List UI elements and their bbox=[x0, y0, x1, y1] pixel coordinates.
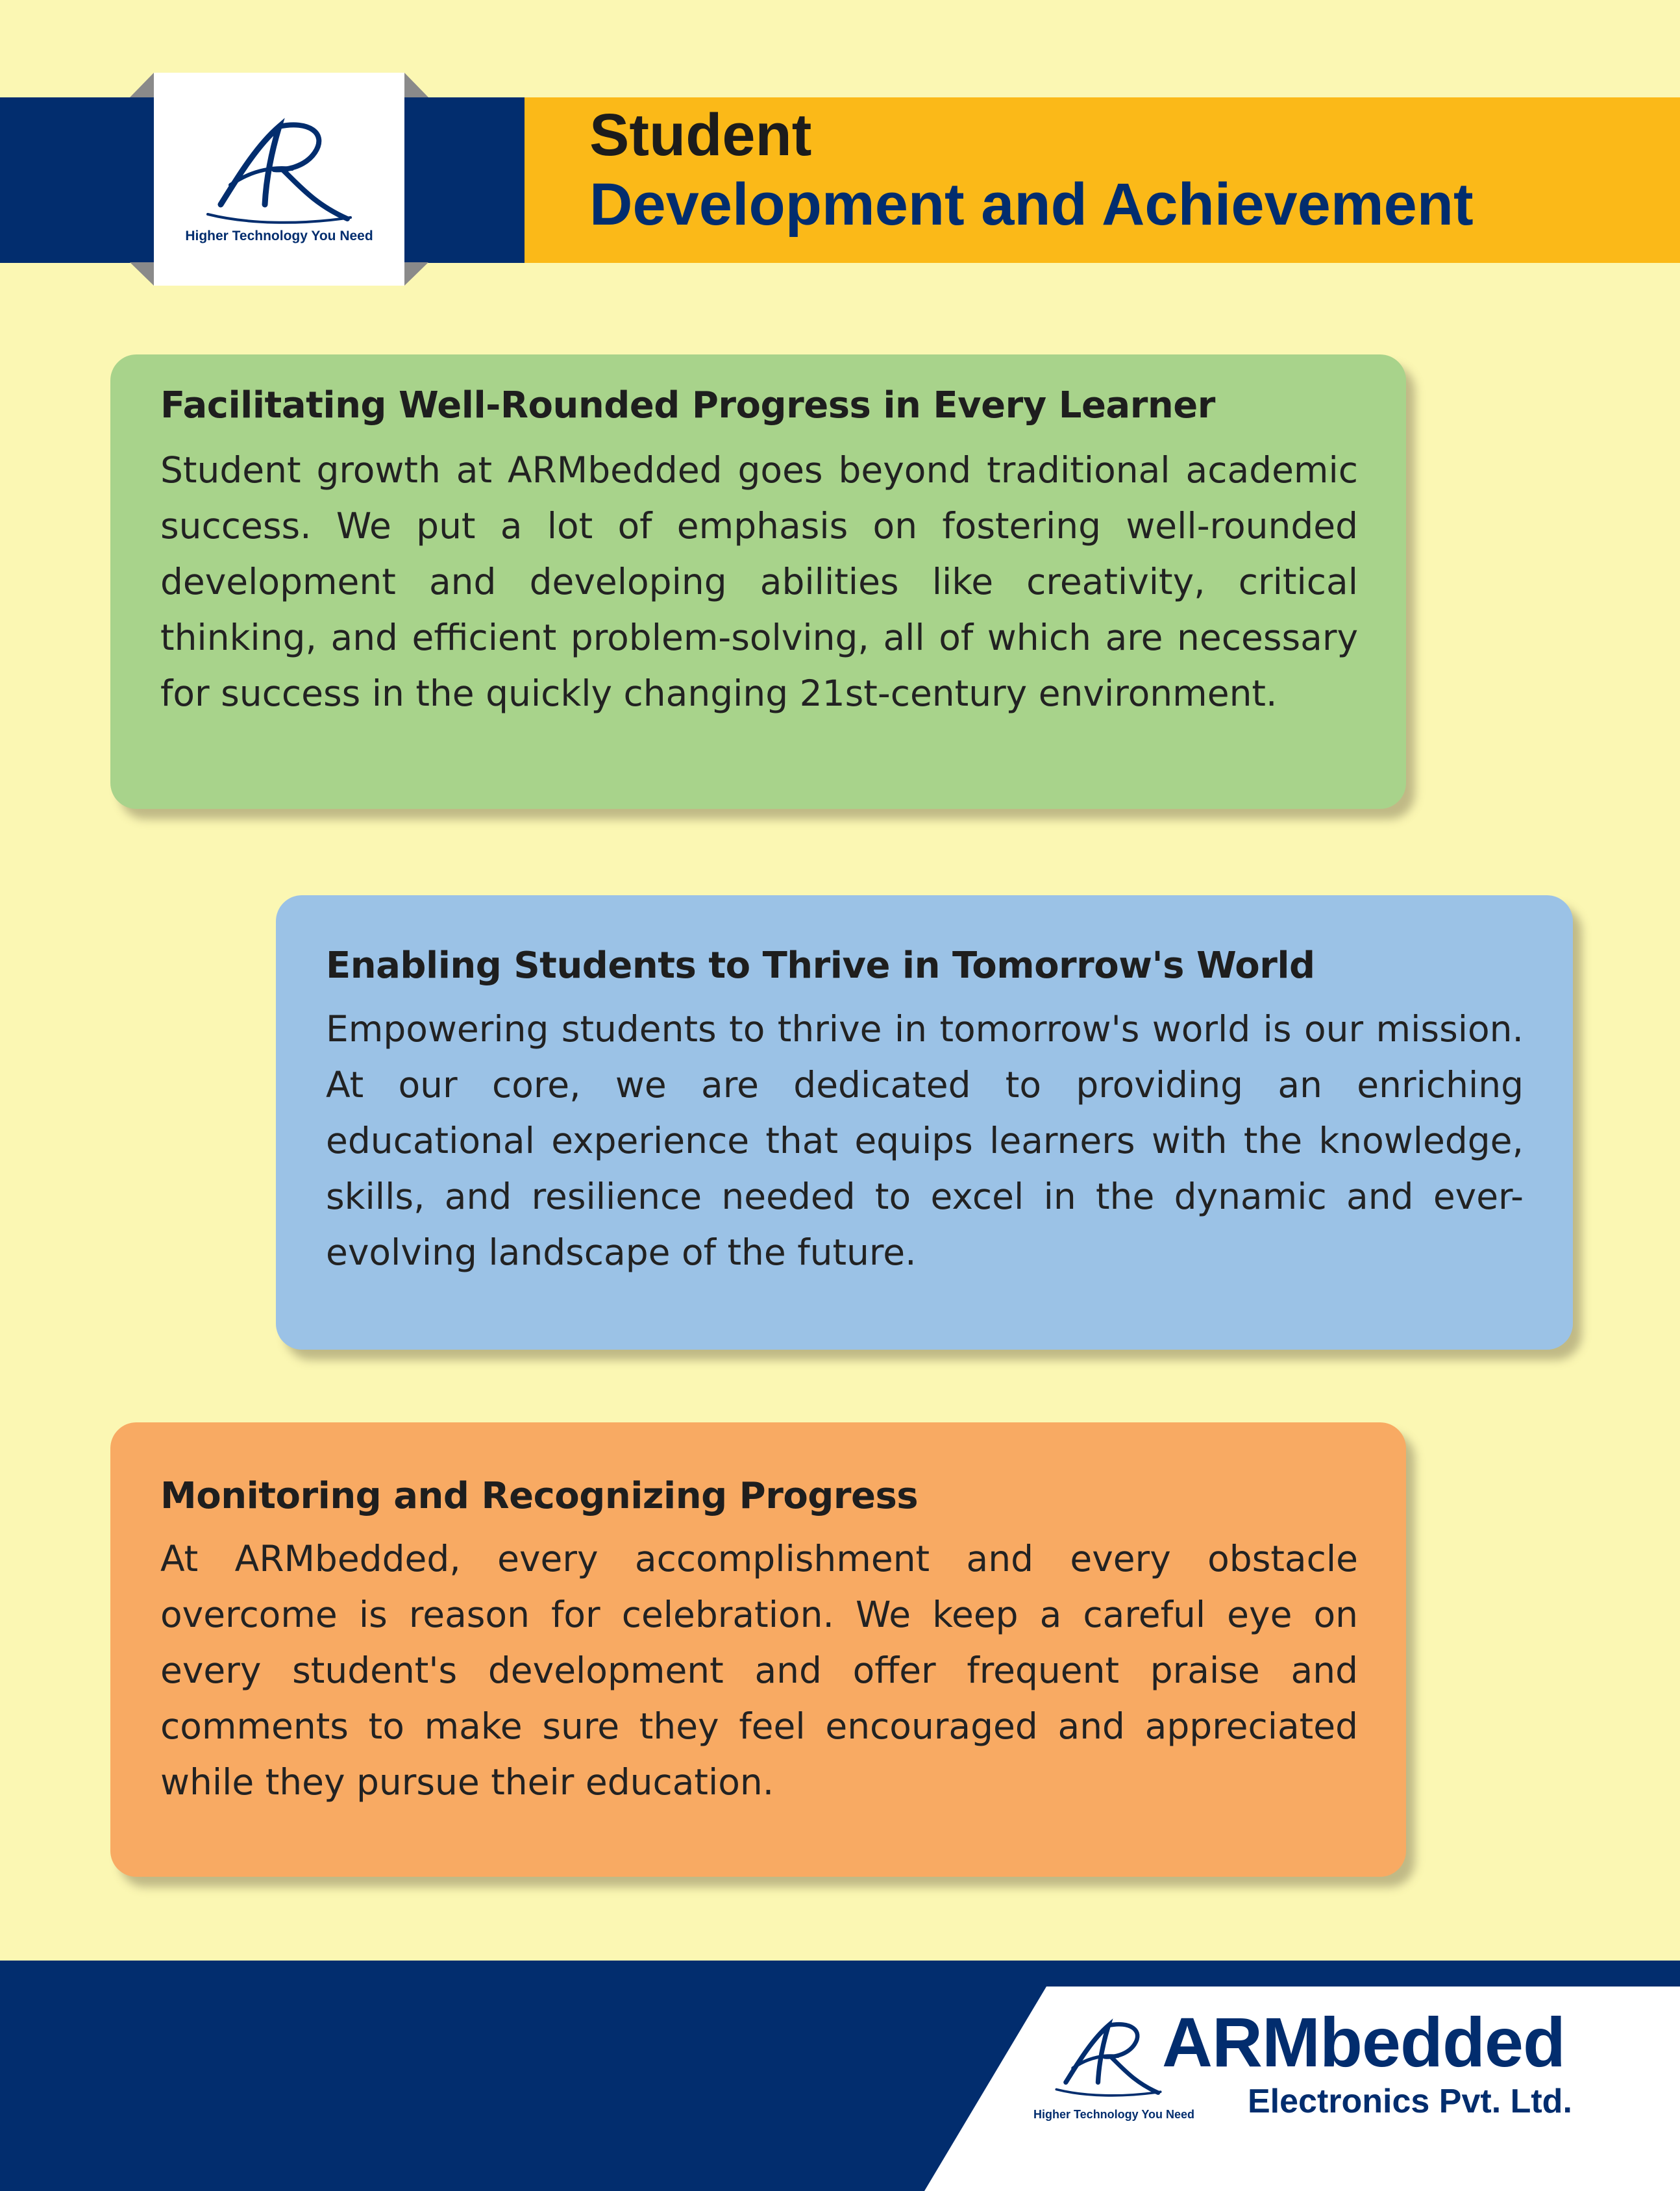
page-title-line1: Student bbox=[589, 102, 812, 168]
section-body: At ARMbedded, every accomplishment and every obstacle overcome is reason for celebration. We keep a careful eye on every student's development and offer frequent praise and comments to make sure they feel encouraged and appreciated while they pursue their education. bbox=[160, 1538, 1358, 1803]
footer-brand-name: ARMbedded bbox=[1162, 2003, 1565, 2081]
page-title-line2: Development and Achievement bbox=[589, 171, 1474, 238]
ar-monogram-logo-icon bbox=[201, 107, 357, 230]
logo-tagline: Higher Technology You Need bbox=[185, 229, 373, 243]
section-title: Enabling Students to Thrive in Tomorrow's World bbox=[326, 945, 1315, 987]
section-title: Monitoring and Recognizing Progress bbox=[160, 1475, 919, 1517]
section-title: Facilitating Well-Rounded Progress in Every Learner bbox=[160, 384, 1215, 427]
footer-tagline: Higher Technology You Need bbox=[1033, 2108, 1195, 2121]
ar-monogram-footer-icon bbox=[1052, 2006, 1165, 2107]
section-body: Empowering students to thrive in tomorrow's world is our mission. At our core, we are dedicated to providing an enriching educational experience that equips learners with the knowledge, skills, and resilience needed to excel in the dynamic and ever-evolving landscape of the future. bbox=[326, 1008, 1524, 1273]
footer-company-subtitle: Electronics Pvt. Ltd. bbox=[1248, 2083, 1572, 2120]
section-body: Student growth at ARMbedded goes beyond traditional academic success. We put a lot of emphasis on fostering well-rounded development and developing abilities like creativity, critical thinking, and efficient problem-solving, all of which are necessary for success in the quickly changing 21st-century environment. bbox=[160, 449, 1358, 714]
